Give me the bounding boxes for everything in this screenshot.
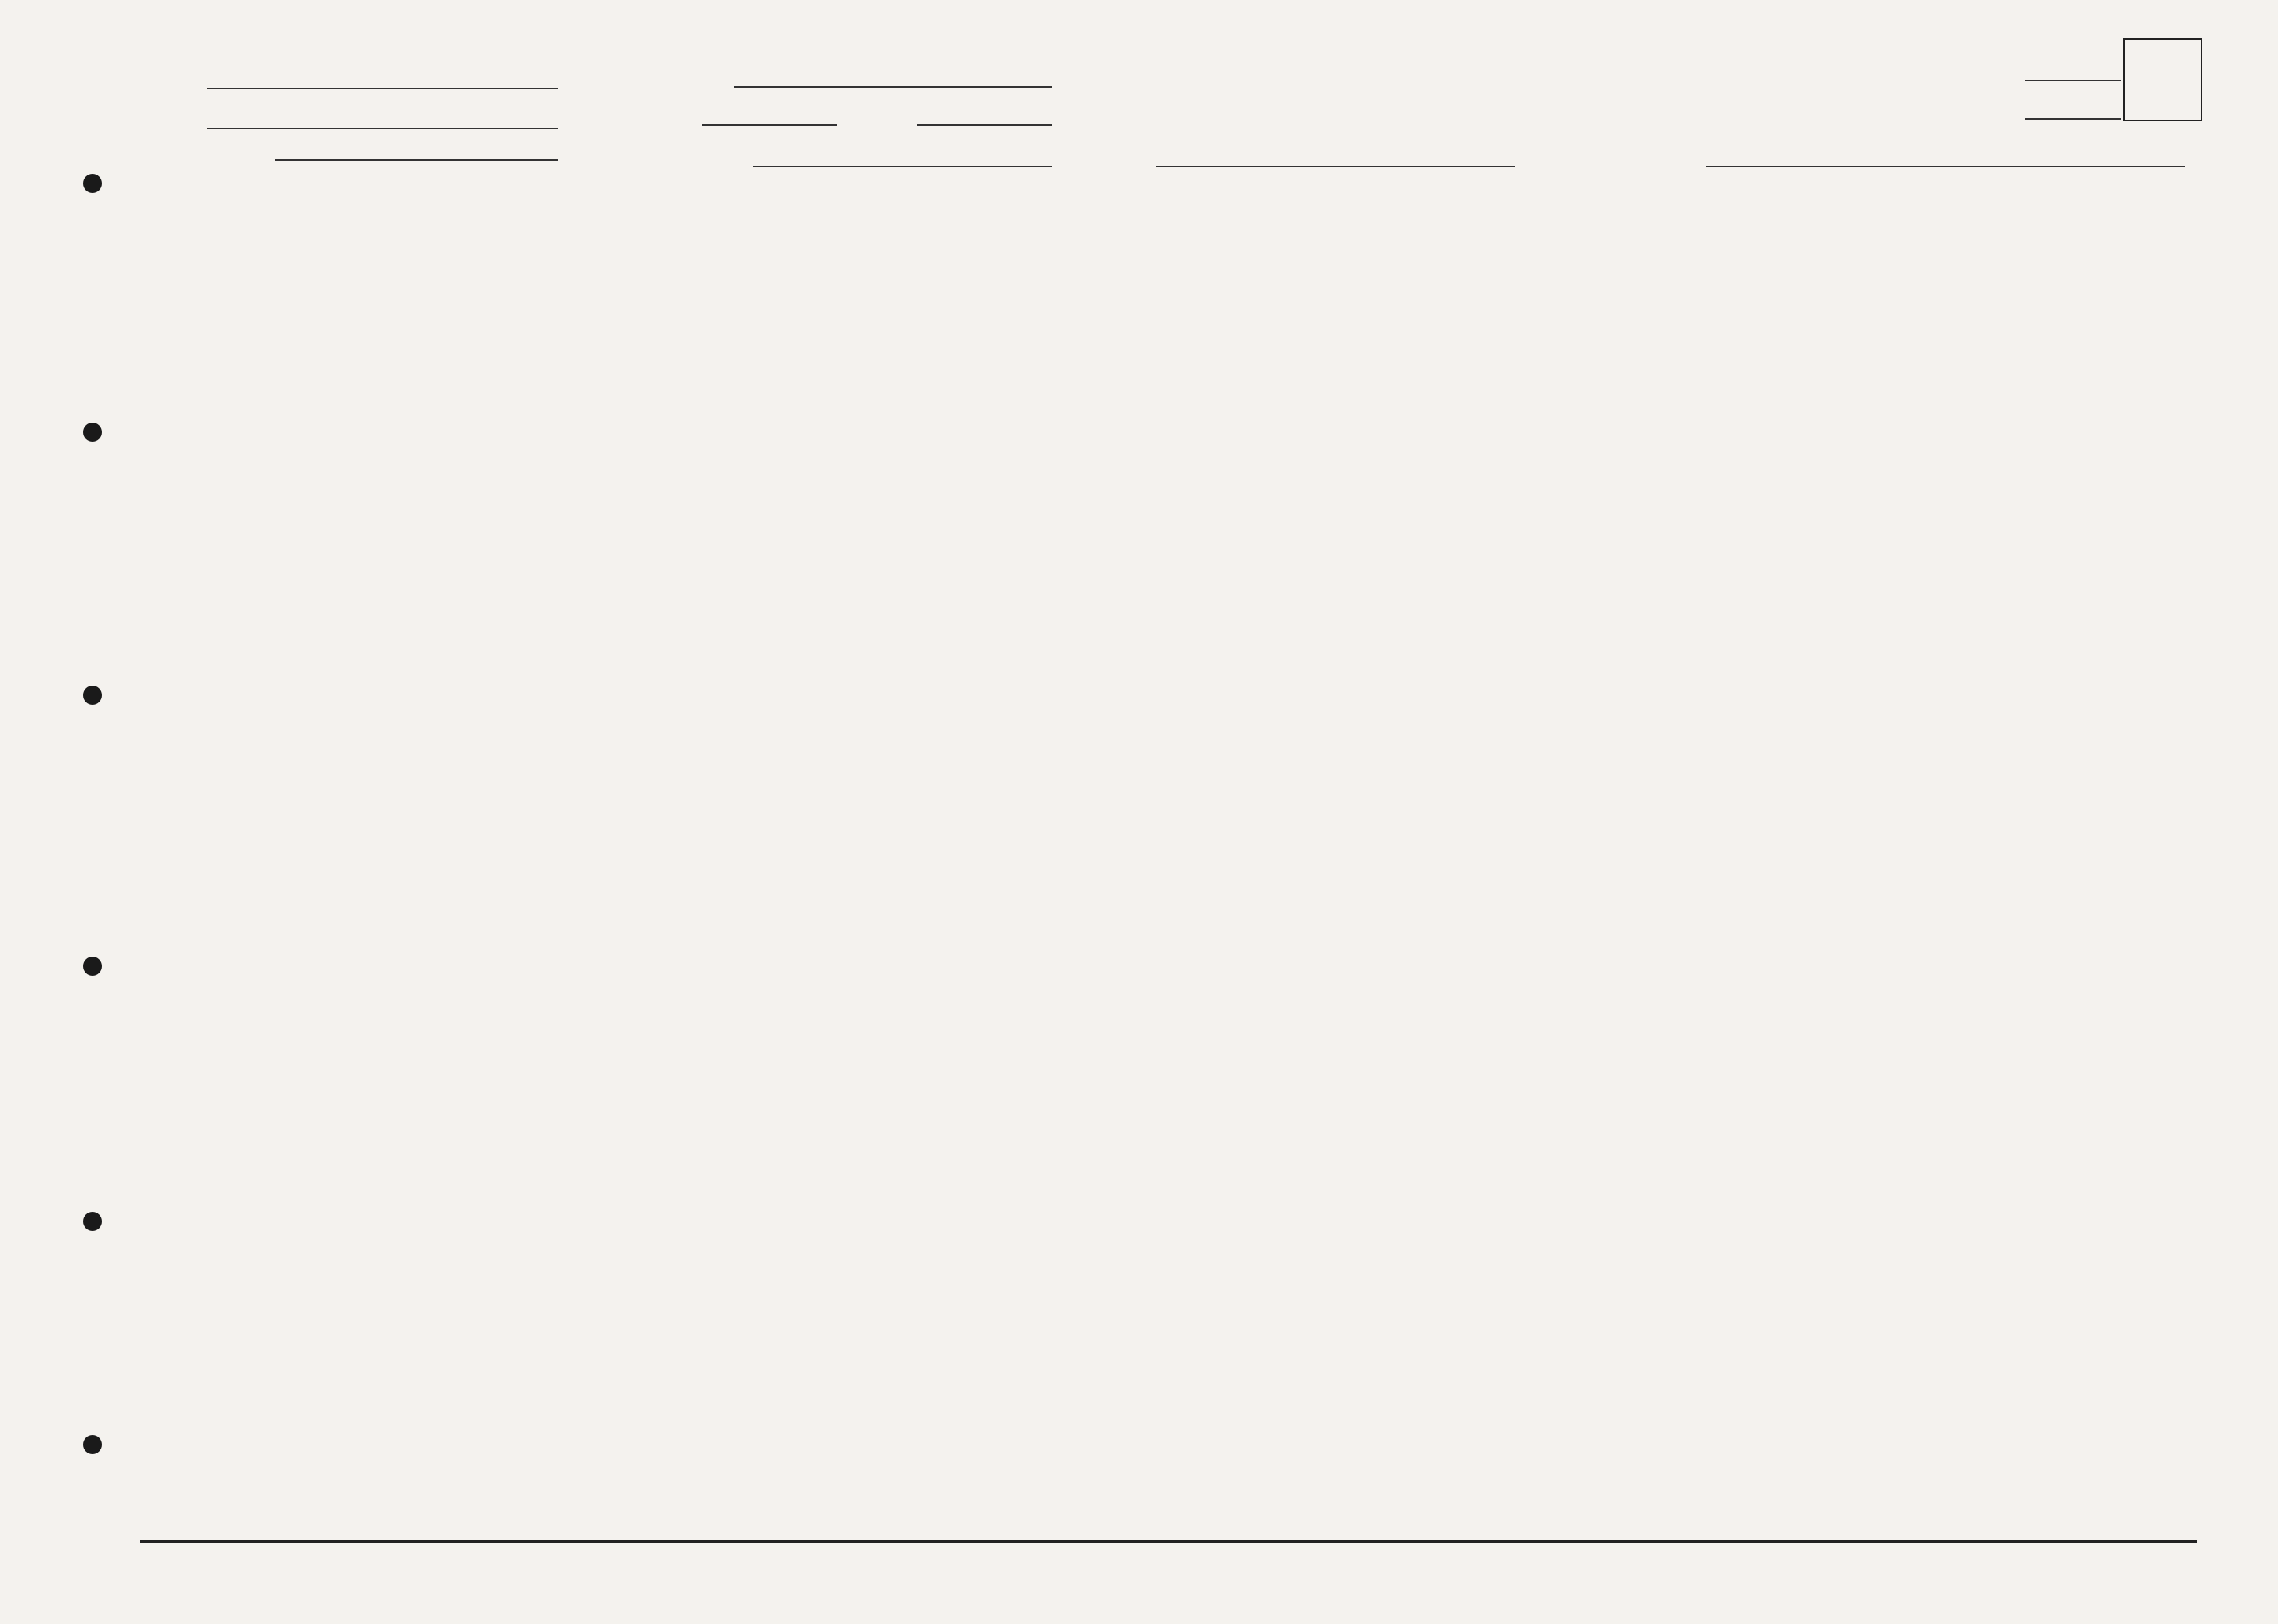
footer-rule: [140, 1540, 2197, 1543]
